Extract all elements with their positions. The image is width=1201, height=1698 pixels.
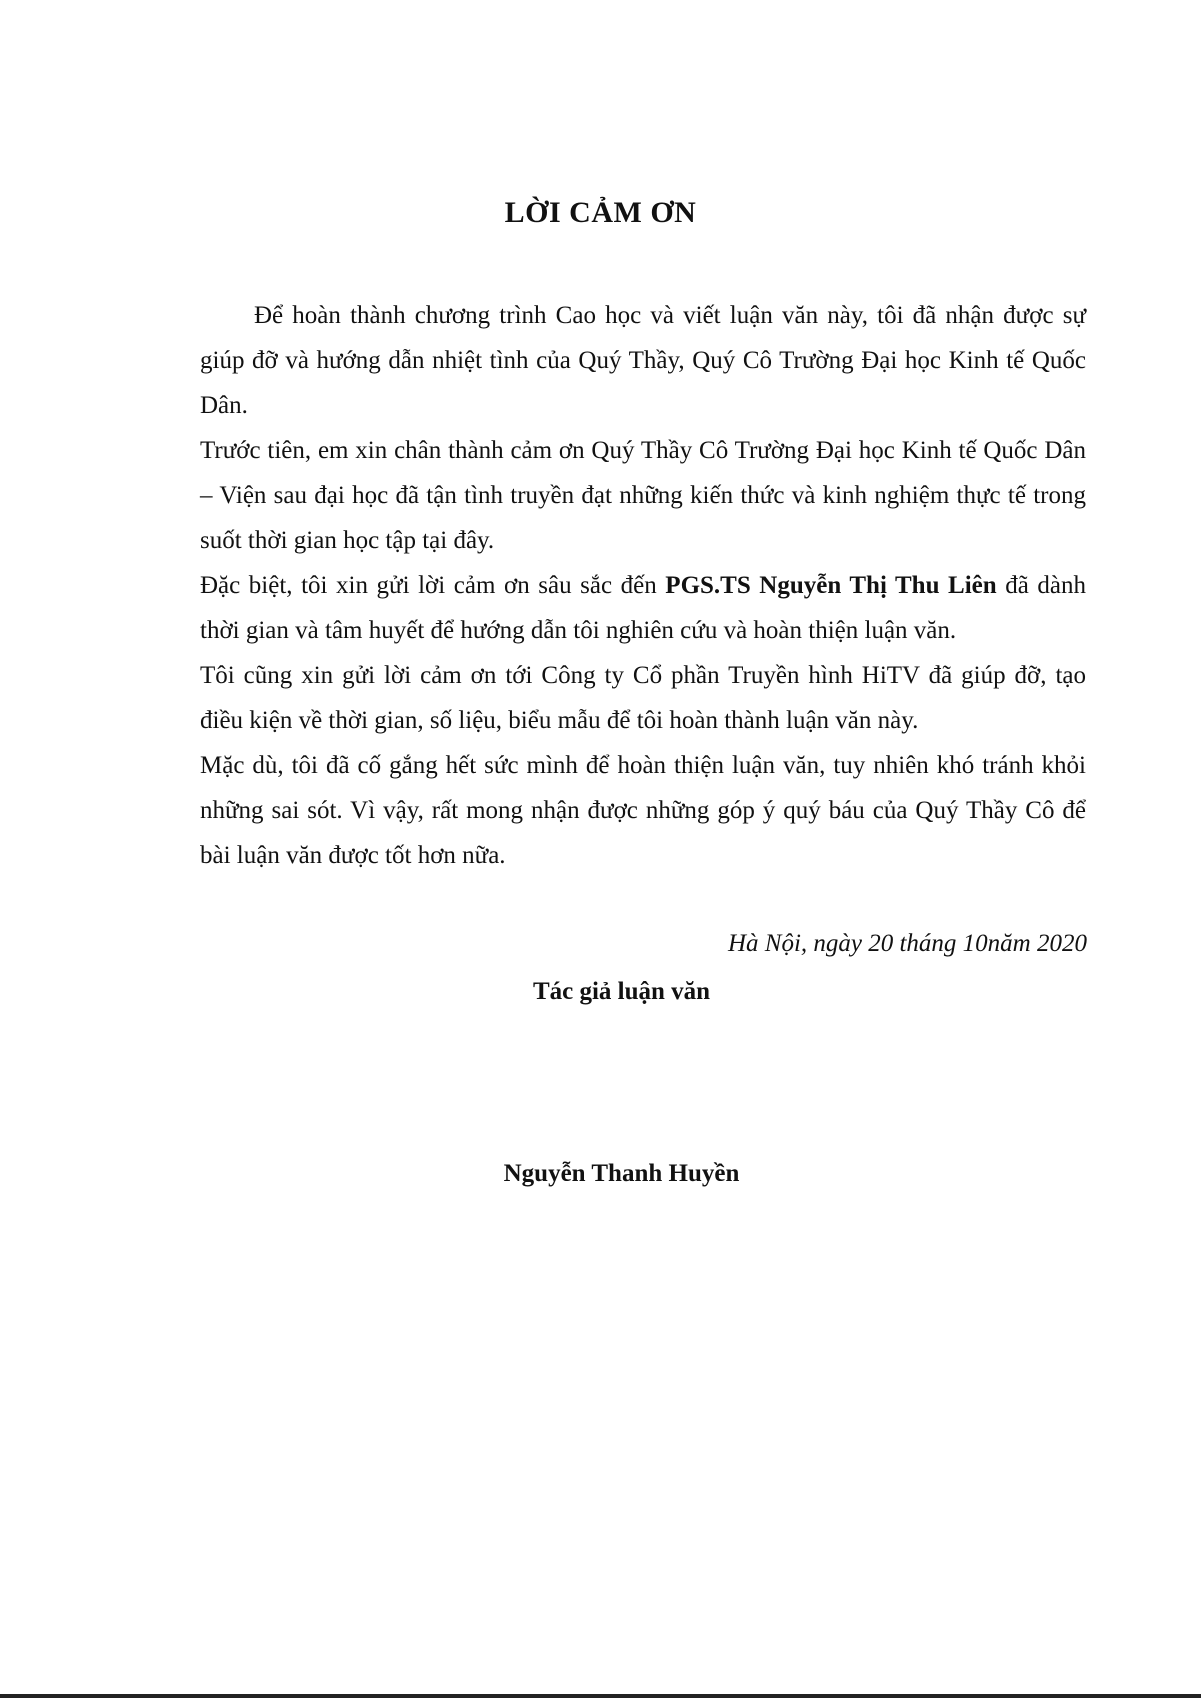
acknowledgement-body <box>200 293 1086 878</box>
supervisor-name: PGS.TS Nguyễn Thị Thu Liên <box>665 572 997 599</box>
paragraph-closing: Mặc dù, tôi đã cố gắng hết sức mình để hoàn thiện luận văn, tuy nhiên khó tránh khỏi những sai sót. Vì vậy, rất mong nhận được những góp ý quý báu của Quý Thầy Cô để bài luận văn được tốt hơn nữa. <box>200 752 1086 869</box>
author-label: Tác giả luận văn <box>532 978 711 1005</box>
paragraph-thanks-company: Tôi cũng xin gửi lời cảm ơn tới Công ty Cổ phần Truyền hình HiTV đã giúp đỡ, tạo điều kiện về thời gian, số liệu, biểu mẫu để tôi hoàn thành luận văn này. <box>200 662 1086 734</box>
author-name: Nguyễn Thanh Huyền <box>503 1160 740 1187</box>
supervisor-text-after: đã dành thời gian và tâm huyết để hướng dẫn tôi nghiên cứu và hoàn thiện luận văn. <box>200 572 1086 644</box>
paragraph-thanks-supervisor <box>200 563 1086 653</box>
paragraph-thanks-faculty: Trước tiên, em xin chân thành cảm ơn Quý Thầy Cô Trường Đại học Kinh tế Quốc Dân – Viện sau đại học đã tận tình truyền đạt những kiến thức và kinh nghiệm thực tế trong suốt thời gian học tập tại đây. <box>200 437 1086 554</box>
page-bottom-border <box>0 1694 1201 1698</box>
page-title: LỜI CẢM ƠN <box>504 196 697 229</box>
place-date: Hà Nội, ngày 20 tháng 10năm 2020 <box>727 930 1087 957</box>
paragraph-intro: Để hoàn thành chương trình Cao học và viết luận văn này, tôi đã nhận được sự giúp đỡ và hướng dẫn nhiệt tình của Quý Thầy, Quý Cô Trường Đại học Kinh tế Quốc Dân. <box>200 302 1086 419</box>
supervisor-text-before: Đặc biệt, tôi xin gửi lời cảm ơn sâu sắc đến <box>200 572 666 599</box>
